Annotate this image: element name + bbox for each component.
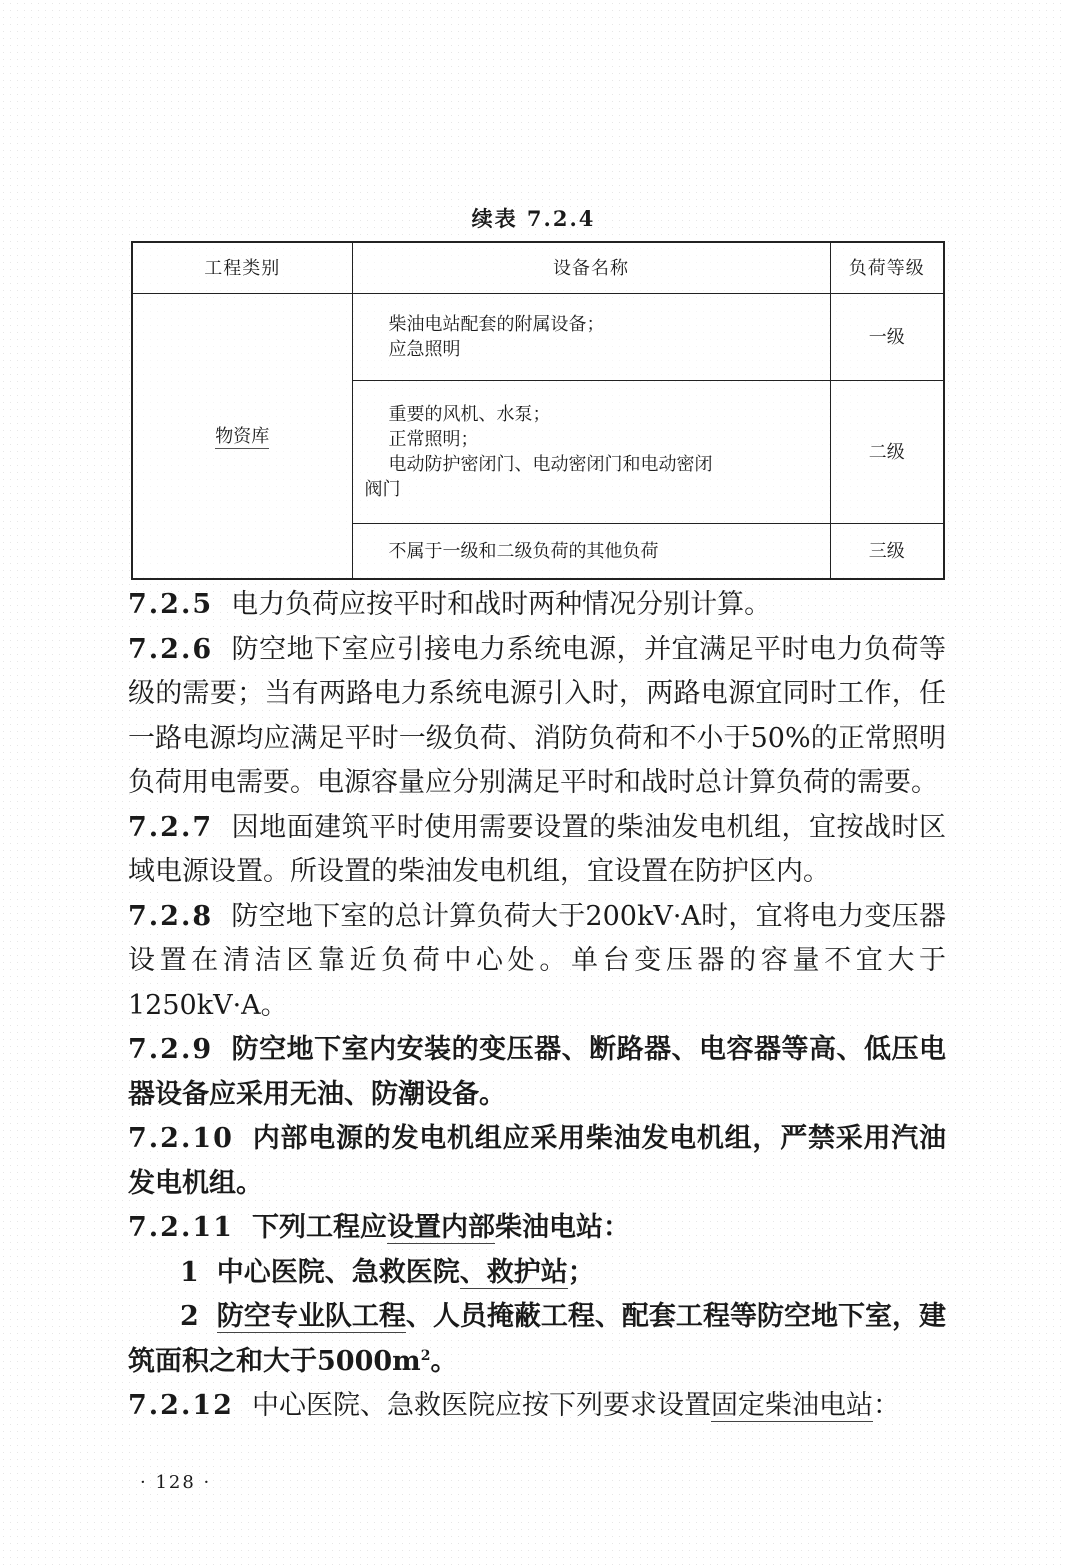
header-load-grade: 负荷等级 (830, 242, 944, 294)
clause-text: 电力负荷应按平时和战时两种情况分别计算。 (231, 589, 772, 620)
underlined-text: 防空专业队工程 (216, 1301, 406, 1332)
equipment-cell (352, 381, 830, 524)
clause-7-2-12 (128, 1384, 946, 1429)
clause-text: 防空地下室的总计算负荷大于200kV·A时，宜将电力变压器设置在清洁区靠近负荷中心处。单台变压器的容量不宜大于1250kV·A。 (128, 900, 946, 1021)
clause-number: 7.2.5 (128, 589, 214, 620)
clause-7-2-7 (128, 806, 946, 895)
item-text: 中心医院、急救医院 (216, 1256, 460, 1288)
clause-text: ： (872, 1390, 900, 1421)
equipment-line: 应急照明 (388, 339, 461, 360)
item-number: 1 (180, 1256, 199, 1288)
clause-number: 7.2.7 (128, 811, 214, 843)
clause-text: 下列工程应 (251, 1212, 387, 1243)
clause-7-2-9 (128, 1028, 946, 1117)
clause-7-2-10 (128, 1117, 946, 1206)
equipment-line: 柴油电站配套的附属设备； (388, 314, 605, 335)
equipment-cell (352, 294, 830, 381)
table-row (132, 294, 944, 381)
grade-cell: 二级 (830, 381, 944, 524)
equipment-line: 电动防护密闭门、电动密闭门和电动密闭 (388, 454, 713, 475)
equipment-line: 阀门 (364, 479, 401, 500)
clause-number: 7.2.10 (128, 1123, 234, 1154)
grade-cell: 三级 (830, 524, 944, 580)
header-project-type: 工程类别 (132, 242, 352, 294)
clause-number: 7.2.12 (128, 1390, 234, 1421)
header-equipment-name: 设备名称 (352, 242, 830, 294)
clause-text: 中心医院、急救医院应按下列要求设置 (251, 1390, 711, 1421)
clause-7-2-6 (128, 628, 946, 806)
item-text: 。 (430, 1345, 458, 1377)
clause-text: 因地面建筑平时使用需要设置的柴油发电机组，宜按战时区域电源设置。所设置的柴油发电机组，宜设置在防护区内。 (128, 811, 946, 887)
equipment-line: 不属于一级和二级负荷的其他负荷 (388, 540, 659, 562)
list-item-1 (128, 1251, 946, 1296)
category-cell (132, 294, 352, 580)
page-number: · 128 · (140, 1472, 212, 1493)
underlined-text: 设置内部 (386, 1212, 495, 1243)
clause-text: 柴油电站： (494, 1212, 630, 1243)
area-superscript: 2 (420, 1347, 431, 1364)
table-caption: 续表 7.2.4 (471, 206, 596, 231)
table-header-row (132, 242, 944, 294)
clause-text: 内部电源的发电机组应采用柴油发电机组，严禁采用汽油发电机组。 (128, 1123, 946, 1199)
equipment-cell (352, 524, 830, 580)
clause-number: 7.2.9 (128, 1034, 214, 1065)
clause-text: 防空地下室内安装的变压器、断路器、电容器等高、低压电器设备应采用无油、防潮设备。 (128, 1034, 946, 1110)
clause-number: 7.2.6 (128, 633, 214, 665)
clause-number: 7.2.8 (128, 900, 214, 932)
load-grade-table (131, 241, 945, 580)
equipment-line: 正常照明； (388, 429, 479, 450)
equipment-line: 重要的风机、水泵； (388, 404, 551, 425)
clause-text: 防空地下室应引接电力系统电源，并宜满足平时电力负荷等级的需要；当有两路电力系统电源引入时，两路电源宜同时工作，任一路电源均应满足平时一级负荷、消防负荷和不小于50%的正常照明负荷用电需要。电源容量应分别满足平时和战时总计算负荷的需要。 (128, 633, 946, 798)
underlined-text: 固定柴油电站 (710, 1390, 873, 1421)
item-text: 、人员掩蔽工程、配套工程等防空地下室，建筑面积之和大于 (128, 1301, 947, 1377)
clause-7-2-11 (128, 1206, 946, 1251)
item-text: ； (567, 1256, 595, 1288)
body-text (128, 583, 946, 1429)
item-number: 2 (180, 1301, 199, 1332)
category-label: 物资库 (215, 425, 270, 447)
list-item-2 (128, 1295, 946, 1384)
clause-7-2-5 (128, 583, 946, 628)
grade-cell: 一级 (830, 294, 944, 381)
clause-number: 7.2.11 (128, 1212, 234, 1243)
underlined-text: 、救护站 (459, 1256, 568, 1288)
area-value: 5000m (317, 1345, 421, 1377)
clause-7-2-8 (128, 895, 946, 1029)
